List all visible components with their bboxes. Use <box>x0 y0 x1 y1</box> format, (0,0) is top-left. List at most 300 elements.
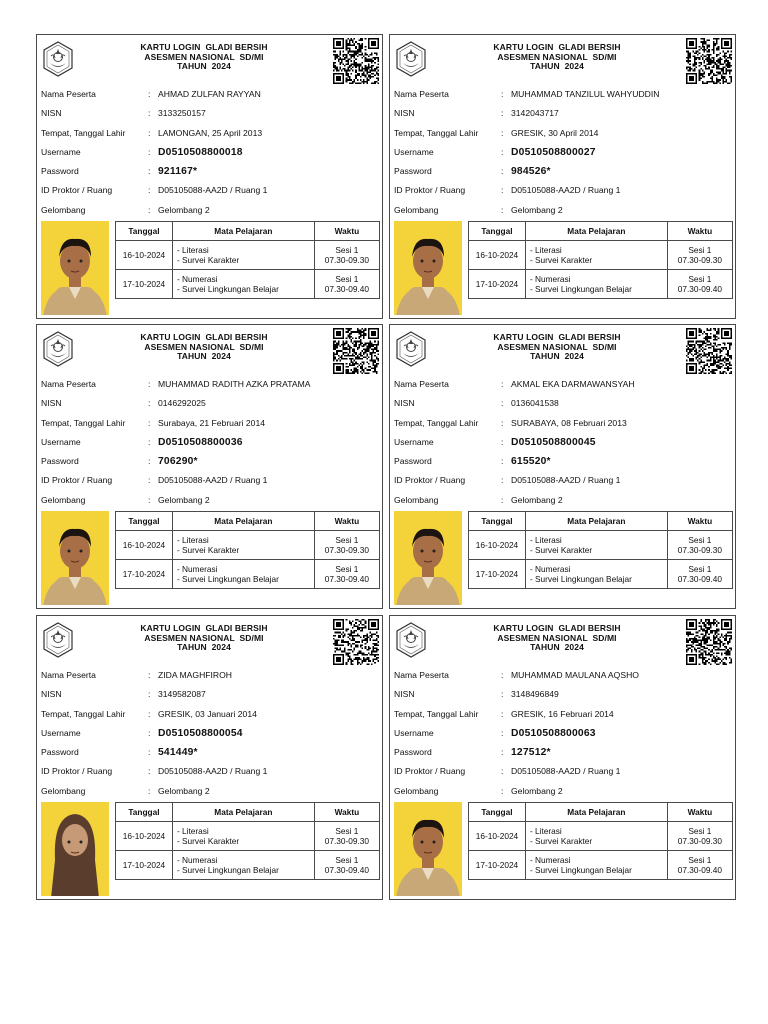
username-value: D0510508800063 <box>511 727 596 739</box>
birth-label: Tempat, Tanggal Lahir <box>394 708 479 719</box>
nisn-row <box>394 104 734 123</box>
username-value: D0510508800054 <box>158 727 243 739</box>
password-label: Password <box>394 166 432 177</box>
tut-wuri-handayani-logo-icon <box>41 331 75 367</box>
colon: : <box>501 204 504 215</box>
schedule-time <box>314 241 379 270</box>
password-value: 921167* <box>158 166 198 178</box>
schedule-date: 17-10-2024 <box>116 851 173 880</box>
card-title-line-1: KARTU LOGIN GLADI BERSIH <box>140 332 268 342</box>
card-title <box>103 43 305 72</box>
name-row <box>41 375 381 394</box>
birth-value: GRESIK, 03 Januari 2014 <box>158 708 257 719</box>
subject-line: - Numerasi <box>529 564 571 574</box>
proctor-row <box>394 762 734 781</box>
colon: : <box>501 494 504 505</box>
schedule-date: 17-10-2024 <box>116 560 173 589</box>
session-label: Sesi 1 <box>335 245 359 255</box>
schedule-subject <box>525 270 667 299</box>
name-label: Nama Peserta <box>394 379 449 389</box>
tut-wuri-handayani-logo-icon <box>394 331 428 367</box>
card-title-line-2: ASESMEN NASIONAL SD/MI <box>144 341 264 352</box>
proctor-label: ID Proktor / Ruang <box>41 766 113 777</box>
colon: : <box>501 89 504 99</box>
subject-line: - Survei Lingkungan Belajar <box>529 284 632 294</box>
colon: : <box>501 185 504 196</box>
subject-line: - Numerasi <box>529 274 571 284</box>
nisn-row <box>394 685 734 704</box>
schedule-row <box>469 560 733 589</box>
schedule-table <box>115 221 380 299</box>
schedule-time <box>314 270 379 299</box>
colon: : <box>148 417 151 428</box>
session-label: Sesi 1 <box>335 855 359 865</box>
participant-name: MUHAMMAD RADITH AZKA PRATAMA <box>158 379 311 389</box>
schedule-date: 16-10-2024 <box>469 822 526 851</box>
colon: : <box>501 108 504 119</box>
wave-label: Gelombang <box>41 204 86 215</box>
birth-label: Tempat, Tanggal Lahir <box>394 417 479 428</box>
session-hours: 07.30-09.30 <box>677 545 723 555</box>
subject-line: - Numerasi <box>176 274 218 284</box>
nisn-value: 3149582087 <box>158 689 206 700</box>
schedule-header-row <box>469 512 733 531</box>
proctor-value: D05105088-AA2D / Ruang 1 <box>158 766 268 777</box>
schedule-time <box>314 531 379 560</box>
subject-line: - Survei Lingkungan Belajar <box>176 865 279 875</box>
password-value: 541449* <box>158 747 198 759</box>
wave-row <box>41 201 381 220</box>
colon: : <box>148 398 151 409</box>
birth-row <box>41 414 381 433</box>
nisn-label: NISN <box>41 108 62 119</box>
birth-row <box>394 705 734 724</box>
schedule-subject <box>525 822 667 851</box>
subject-line: - Survei Karakter <box>529 836 593 846</box>
session-label: Sesi 1 <box>335 535 359 545</box>
name-label: Nama Peserta <box>41 379 96 389</box>
wave-label: Gelombang <box>41 494 86 505</box>
portrait-icon <box>41 221 109 315</box>
schedule-row <box>469 531 733 560</box>
nisn-row <box>394 394 734 413</box>
subject-line: - Survei Lingkungan Belajar <box>176 284 279 294</box>
login-card <box>389 324 736 609</box>
participant-photo <box>41 511 109 605</box>
username-label: Username <box>394 727 434 738</box>
participant-name: AKMAL EKA DARMAWANSYAH <box>511 379 635 389</box>
date-header: Tanggal <box>469 222 526 241</box>
colon: : <box>148 456 151 467</box>
schedule-row <box>469 270 733 299</box>
proctor-value: D05105088-AA2D / Ruang 1 <box>511 766 621 777</box>
colon: : <box>501 766 504 777</box>
card-title-line-2: ASESMEN NASIONAL SD/MI <box>497 51 617 62</box>
session-label: Sesi 1 <box>688 826 712 836</box>
birth-value: Surabaya, 21 Februari 2014 <box>158 417 266 428</box>
birth-label: Tempat, Tanggal Lahir <box>394 127 479 138</box>
wave-label: Gelombang <box>41 785 86 796</box>
subject-line: - Numerasi <box>529 855 571 865</box>
password-row <box>41 162 381 181</box>
session-hours: 07.30-09.40 <box>324 865 370 875</box>
colon: : <box>501 417 504 428</box>
subject-header: Mata Pelajaran <box>525 222 667 241</box>
colon: : <box>148 379 151 389</box>
session-hours: 07.30-09.30 <box>324 545 370 555</box>
schedule-row <box>469 241 733 270</box>
username-row <box>41 143 381 162</box>
colon: : <box>148 108 151 119</box>
schedule-time <box>667 241 732 270</box>
schedule-time <box>667 270 732 299</box>
username-row <box>394 724 734 743</box>
proctor-row <box>41 471 381 490</box>
colon: : <box>501 436 504 447</box>
password-label: Password <box>394 747 432 758</box>
wave-value: Gelombang 2 <box>158 494 210 505</box>
proctor-label: ID Proktor / Ruang <box>41 185 113 196</box>
session-hours: 07.30-09.40 <box>677 284 723 294</box>
session-label: Sesi 1 <box>688 855 712 865</box>
nisn-label: NISN <box>394 398 415 409</box>
name-label: Nama Peserta <box>394 89 449 99</box>
tut-wuri-handayani-logo-icon <box>41 622 75 658</box>
password-row <box>394 452 734 471</box>
session-hours: 07.30-09.40 <box>324 574 370 584</box>
date-header: Tanggal <box>116 803 173 822</box>
wave-value: Gelombang 2 <box>511 494 563 505</box>
session-label: Sesi 1 <box>688 274 712 284</box>
qr-code-icon <box>686 328 732 374</box>
username-row <box>41 433 381 452</box>
login-card <box>389 34 736 319</box>
schedule-row <box>116 560 380 589</box>
proctor-value: D05105088-AA2D / Ruang 1 <box>511 185 621 196</box>
card-title-line-3: TAHUN 2024 <box>530 61 584 72</box>
wave-row <box>394 201 734 220</box>
subject-line: - Literasi <box>529 245 562 255</box>
proctor-row <box>41 181 381 200</box>
schedule-subject <box>172 270 314 299</box>
colon: : <box>501 727 504 738</box>
subject-header: Mata Pelajaran <box>172 803 314 822</box>
colon: : <box>148 727 151 738</box>
session-hours: 07.30-09.30 <box>677 836 723 846</box>
session-label: Sesi 1 <box>335 564 359 574</box>
birth-value: SURABAYA, 08 Februari 2013 <box>511 417 627 428</box>
colon: : <box>501 456 504 467</box>
colon: : <box>501 146 504 157</box>
username-row <box>394 433 734 452</box>
schedule-row <box>116 531 380 560</box>
password-value: 127512* <box>511 747 551 759</box>
schedule-table <box>468 511 733 589</box>
card-title-line-3: TAHUN 2024 <box>530 351 584 362</box>
proctor-value: D05105088-AA2D / Ruang 1 <box>158 475 268 486</box>
nisn-value: 0136041538 <box>511 398 559 409</box>
colon: : <box>501 747 504 758</box>
participant-name: MUHAMMAD TANZILUL WAHYUDDIN <box>511 89 660 99</box>
subject-header: Mata Pelajaran <box>172 512 314 531</box>
nisn-value: 0146292025 <box>158 398 206 409</box>
schedule-date: 16-10-2024 <box>469 531 526 560</box>
subject-line: - Survei Karakter <box>176 255 240 265</box>
card-title-line-3: TAHUN 2024 <box>530 642 584 653</box>
card-title-line-1: KARTU LOGIN GLADI BERSIH <box>493 623 621 633</box>
schedule-time <box>667 560 732 589</box>
birth-value: GRESIK, 16 Februari 2014 <box>511 708 614 719</box>
subject-line: - Survei Lingkungan Belajar <box>176 574 279 584</box>
schedule-subject <box>525 241 667 270</box>
username-row <box>41 724 381 743</box>
proctor-value: D05105088-AA2D / Ruang 1 <box>158 185 268 196</box>
subject-header: Mata Pelajaran <box>525 512 667 531</box>
password-value: 706290* <box>158 456 198 468</box>
colon: : <box>148 127 151 138</box>
schedule-date: 16-10-2024 <box>469 241 526 270</box>
nisn-row <box>41 104 381 123</box>
session-hours: 07.30-09.30 <box>324 255 370 265</box>
portrait-icon <box>394 802 462 896</box>
username-value: D0510508800027 <box>511 146 596 158</box>
card-title-line-3: TAHUN 2024 <box>177 61 231 72</box>
schedule-header-row <box>116 803 380 822</box>
portrait-icon <box>41 802 109 896</box>
schedule-table <box>115 511 380 589</box>
nisn-value: 3148496849 <box>511 689 559 700</box>
name-label: Nama Peserta <box>41 670 96 680</box>
colon: : <box>148 436 151 447</box>
session-label: Sesi 1 <box>688 535 712 545</box>
subject-line: - Survei Karakter <box>529 545 593 555</box>
participant-info <box>41 85 381 220</box>
session-label: Sesi 1 <box>688 564 712 574</box>
name-row <box>394 85 734 104</box>
nisn-label: NISN <box>41 689 62 700</box>
participant-photo <box>394 221 462 315</box>
proctor-label: ID Proktor / Ruang <box>41 475 113 486</box>
schedule-table <box>468 221 733 299</box>
card-title-line-2: ASESMEN NASIONAL SD/MI <box>497 341 617 352</box>
schedule-subject <box>172 851 314 880</box>
session-hours: 07.30-09.40 <box>677 865 723 875</box>
nisn-value: 3142043717 <box>511 108 559 119</box>
birth-row <box>394 414 734 433</box>
password-value: 615520* <box>511 456 551 468</box>
subject-line: - Survei Karakter <box>529 255 593 265</box>
card-title <box>456 624 658 653</box>
colon: : <box>148 747 151 758</box>
portrait-icon <box>394 511 462 605</box>
schedule-time <box>667 851 732 880</box>
password-row <box>394 162 734 181</box>
participant-photo <box>41 221 109 315</box>
schedule-date: 16-10-2024 <box>116 531 173 560</box>
subject-header: Mata Pelajaran <box>172 222 314 241</box>
schedule-date: 17-10-2024 <box>469 270 526 299</box>
username-label: Username <box>41 727 81 738</box>
session-label: Sesi 1 <box>335 274 359 284</box>
colon: : <box>148 166 151 177</box>
card-title-line-3: TAHUN 2024 <box>177 642 231 653</box>
tut-wuri-handayani-logo-icon <box>41 41 75 77</box>
time-header: Waktu <box>667 512 732 531</box>
name-row <box>41 85 381 104</box>
username-label: Username <box>41 146 81 157</box>
session-hours: 07.30-09.30 <box>677 255 723 265</box>
name-label: Nama Peserta <box>41 89 96 99</box>
username-value: D0510508800045 <box>511 436 596 448</box>
tut-wuri-handayani-logo-icon <box>394 41 428 77</box>
colon: : <box>501 398 504 409</box>
schedule-subject <box>172 560 314 589</box>
schedule-time <box>667 531 732 560</box>
qr-code-icon <box>333 328 379 374</box>
colon: : <box>148 670 151 680</box>
name-row <box>394 666 734 685</box>
birth-label: Tempat, Tanggal Lahir <box>41 708 126 719</box>
schedule-date: 16-10-2024 <box>116 822 173 851</box>
participant-name: AHMAD ZULFAN RAYYAN <box>158 89 261 99</box>
proctor-label: ID Proktor / Ruang <box>394 766 466 777</box>
schedule-subject <box>172 531 314 560</box>
time-header: Waktu <box>667 222 732 241</box>
card-title-line-2: ASESMEN NASIONAL SD/MI <box>144 632 264 643</box>
colon: : <box>148 185 151 196</box>
schedule-header-row <box>469 803 733 822</box>
participant-info <box>41 375 381 510</box>
proctor-label: ID Proktor / Ruang <box>394 475 466 486</box>
time-header: Waktu <box>314 803 379 822</box>
session-label: Sesi 1 <box>688 245 712 255</box>
schedule-row <box>116 822 380 851</box>
wave-row <box>394 491 734 510</box>
wave-value: Gelombang 2 <box>511 204 563 215</box>
participant-photo <box>394 802 462 896</box>
subject-line: - Survei Karakter <box>176 545 240 555</box>
password-row <box>394 743 734 762</box>
schedule-subject <box>172 241 314 270</box>
schedule-row <box>116 851 380 880</box>
date-header: Tanggal <box>116 512 173 531</box>
schedule-header-row <box>116 222 380 241</box>
proctor-label: ID Proktor / Ruang <box>394 185 466 196</box>
name-row <box>41 666 381 685</box>
subject-line: - Literasi <box>176 245 209 255</box>
birth-value: GRESIK, 30 April 2014 <box>511 127 599 138</box>
schedule-header-row <box>469 222 733 241</box>
colon: : <box>501 166 504 177</box>
time-header: Waktu <box>314 222 379 241</box>
card-title-line-1: KARTU LOGIN GLADI BERSIH <box>493 42 621 52</box>
subject-line: - Literasi <box>176 826 209 836</box>
schedule-table <box>468 802 733 880</box>
session-label: Sesi 1 <box>335 826 359 836</box>
login-card <box>36 324 383 609</box>
proctor-row <box>394 181 734 200</box>
colon: : <box>501 708 504 719</box>
colon: : <box>148 689 151 700</box>
participant-info <box>41 666 381 801</box>
date-header: Tanggal <box>469 512 526 531</box>
birth-row <box>41 705 381 724</box>
colon: : <box>501 785 504 796</box>
schedule-row <box>469 822 733 851</box>
colon: : <box>148 766 151 777</box>
colon: : <box>148 708 151 719</box>
colon: : <box>501 127 504 138</box>
session-hours: 07.30-09.40 <box>324 284 370 294</box>
participant-name: MUHAMMAD MAULANA AQSHO <box>511 670 639 680</box>
schedule-time <box>314 560 379 589</box>
password-label: Password <box>41 747 79 758</box>
schedule-date: 16-10-2024 <box>116 241 173 270</box>
username-value: D0510508800036 <box>158 436 243 448</box>
portrait-icon <box>394 221 462 315</box>
colon: : <box>501 670 504 680</box>
subject-header: Mata Pelajaran <box>525 803 667 822</box>
colon: : <box>501 689 504 700</box>
colon: : <box>148 204 151 215</box>
card-title-line-2: ASESMEN NASIONAL SD/MI <box>497 632 617 643</box>
subject-line: - Literasi <box>529 535 562 545</box>
birth-row <box>394 124 734 143</box>
nisn-value: 3133250157 <box>158 108 206 119</box>
subject-line: - Survei Lingkungan Belajar <box>529 574 632 584</box>
participant-name: ZIDA MAGHFIROH <box>158 670 233 680</box>
subject-line: - Literasi <box>529 826 562 836</box>
username-label: Username <box>41 436 81 447</box>
card-title-line-1: KARTU LOGIN GLADI BERSIH <box>140 623 268 633</box>
colon: : <box>148 494 151 505</box>
nisn-label: NISN <box>394 689 415 700</box>
schedule-date: 17-10-2024 <box>469 560 526 589</box>
login-card <box>36 615 383 900</box>
subject-line: - Literasi <box>176 535 209 545</box>
participant-info <box>394 666 734 801</box>
proctor-value: D05105088-AA2D / Ruang 1 <box>511 475 621 486</box>
card-title <box>103 624 305 653</box>
schedule-row <box>116 241 380 270</box>
time-header: Waktu <box>667 803 732 822</box>
subject-line: - Survei Lingkungan Belajar <box>529 865 632 875</box>
schedule-subject <box>172 822 314 851</box>
schedule-row <box>116 270 380 299</box>
colon: : <box>148 89 151 99</box>
card-title-line-3: TAHUN 2024 <box>177 351 231 362</box>
colon: : <box>148 475 151 486</box>
password-row <box>41 743 381 762</box>
schedule-date: 17-10-2024 <box>116 270 173 299</box>
card-title <box>103 333 305 362</box>
subject-line: - Survei Karakter <box>176 836 240 846</box>
card-title-line-1: KARTU LOGIN GLADI BERSIH <box>493 332 621 342</box>
subject-line: - Numerasi <box>176 564 218 574</box>
colon: : <box>148 785 151 796</box>
password-label: Password <box>394 456 432 467</box>
card-title <box>456 43 658 72</box>
name-row <box>394 375 734 394</box>
password-value: 984526* <box>511 166 551 178</box>
birth-value: LAMONGAN, 25 April 2013 <box>158 127 263 138</box>
password-label: Password <box>41 456 79 467</box>
birth-label: Tempat, Tanggal Lahir <box>41 127 126 138</box>
portrait-icon <box>41 511 109 605</box>
birth-row <box>41 124 381 143</box>
nisn-label: NISN <box>394 108 415 119</box>
username-label: Username <box>394 436 434 447</box>
